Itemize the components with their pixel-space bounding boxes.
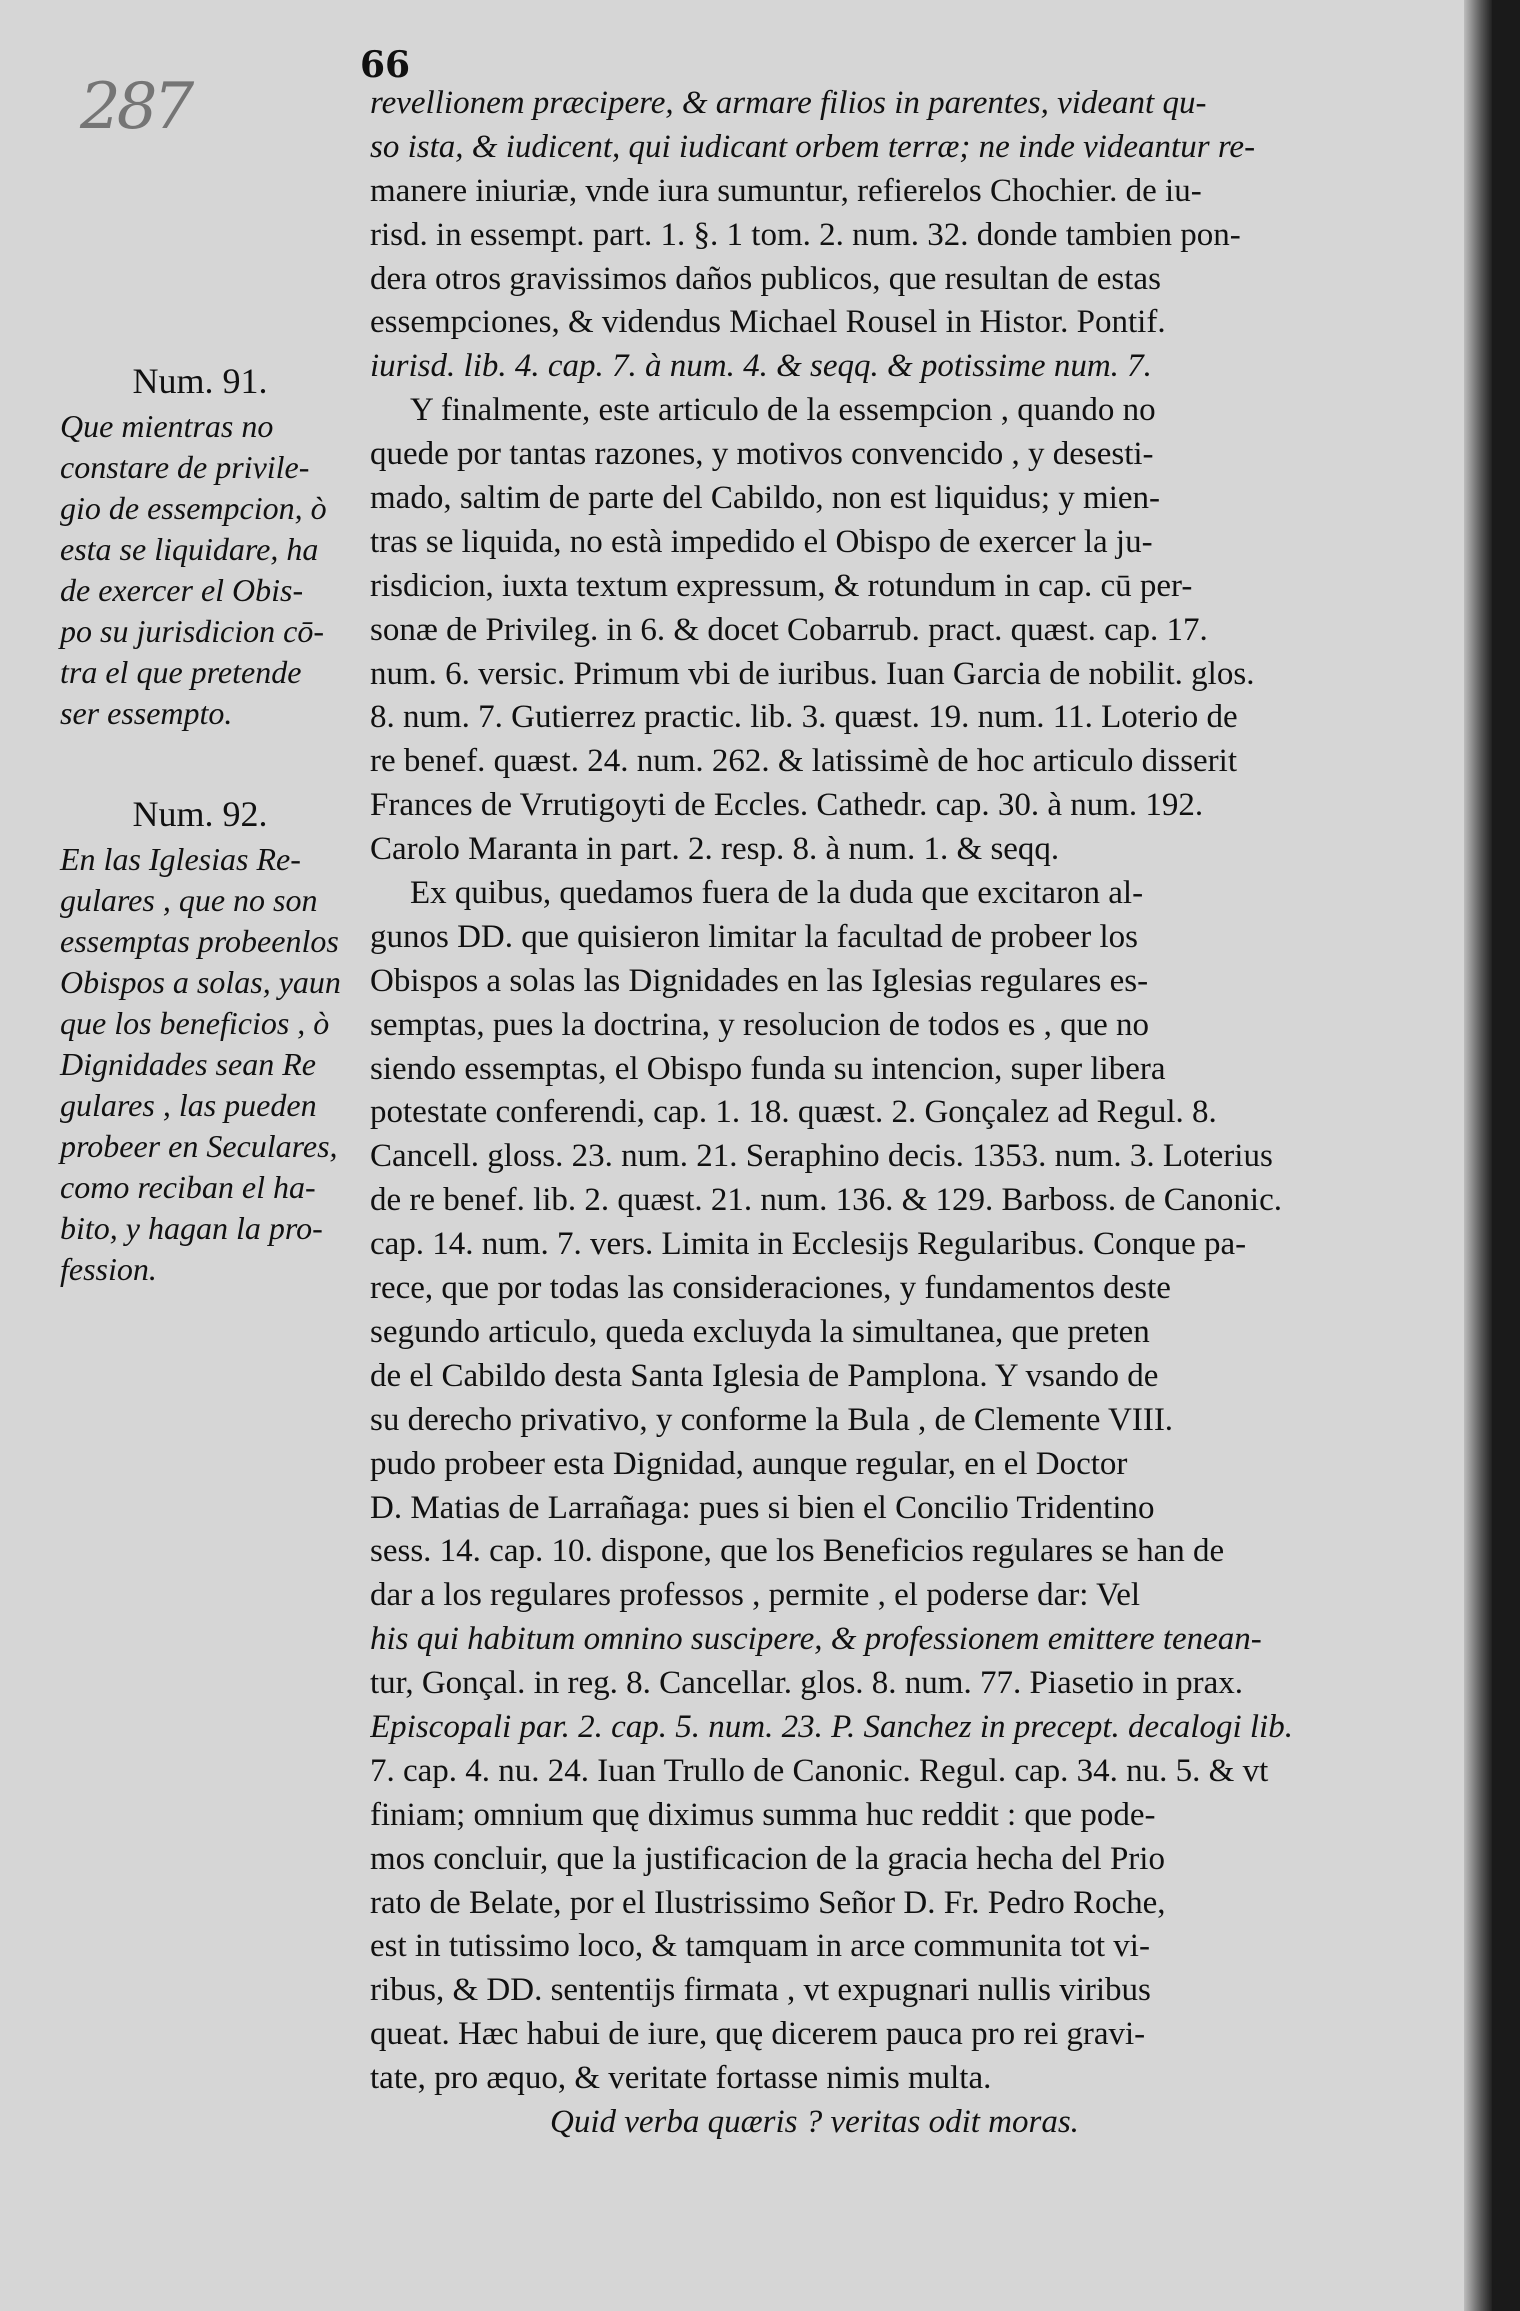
margin-note-line: constare de privile- xyxy=(60,449,310,485)
margin-note-line: gulares , las pueden xyxy=(60,1087,317,1123)
body-line: Carolo Maranta in part. 2. resp. 8. à num. 1. & seqq. xyxy=(370,831,1060,868)
body-line: mos concluir, que la justificacion de la gracia hecha del Prio xyxy=(370,1840,1165,1877)
body-line: revellionem præcipere, & armare filios in parentes, videant qu- xyxy=(370,85,1207,121)
margin-note-line: ser essempto. xyxy=(60,695,233,731)
margin-note-line: esta se liquidare, ha xyxy=(60,531,319,567)
body-line: sess. 14. cap. 10. dispone, que los Beneficios regulares se han de xyxy=(370,1533,1225,1570)
body-line: Frances de Vrrutigoyti de Eccles. Cathedr. cap. 30. à num. 192. xyxy=(370,787,1204,824)
margin-note-heading: Num. 92. xyxy=(132,794,268,834)
margin-note-line: que los beneficios , ò xyxy=(60,1005,330,1041)
body-line: dera otros gravissimos daños publicos, que resultan de estas xyxy=(370,260,1161,297)
body-line: tras se liquida, no està impedido el Obispo de exercer la ju- xyxy=(370,523,1153,560)
handwritten-folio-number: 287 xyxy=(80,70,191,144)
margin-note-line: bito, y hagan la pro- xyxy=(60,1210,323,1246)
body-line: num. 6. versic. Primum vbi de iuribus. Iuan Garcia de nobilit. glos. xyxy=(370,655,1255,692)
body-line: mado, saltim de parte del Cabildo, non est liquidus; y mien- xyxy=(370,480,1161,517)
body-line: pudo probeer esta Dignidad, aunque regular, en el Doctor xyxy=(370,1445,1128,1482)
body-line: semptas, pues la doctrina, y resolucion de todos es , que no xyxy=(370,1006,1149,1043)
margin-note-line: fession. xyxy=(60,1251,157,1287)
body-line: re benef. quæst. 24. num. 262. & latissimè de hoc articulo disserit xyxy=(370,743,1238,780)
margin-note-line: gio de essempcion, ò xyxy=(60,490,327,526)
body-line: tur, Gonçal. in reg. 8. Cancellar. glos. 8. num. 77. Piasetio in prax. xyxy=(370,1665,1244,1702)
body-line: potestate conferendi, cap. 1. 18. quæst. 2. Gonçalez ad Regul. 8. xyxy=(370,1094,1217,1131)
body-line: risdicion, iuxta textum expressum, & rotundum in cap. cū per- xyxy=(370,567,1193,604)
body-line: segundo articulo, queda excluyda la simultanea, que preten xyxy=(370,1313,1150,1350)
body-line: 8. num. 7. Gutierrez practic. lib. 3. quæst. 19. num. 11. Loterio de xyxy=(370,699,1238,736)
margin-note-line: tra el que pretende xyxy=(60,654,302,690)
body-text xyxy=(370,82,1300,2145)
page-number: 66 xyxy=(360,44,411,86)
body-line: queat. Hæc habui de iure, quę dicerem pauca pro rei gravi- xyxy=(370,2016,1146,2053)
body-line: sonæ de Privileg. in 6. & docet Cobarrub. pract. quæst. cap. 17. xyxy=(370,611,1208,648)
closing-motto: Quid verba quæris ? veritas odit moras. xyxy=(550,2103,1079,2140)
body-line: risd. in essempt. part. 1. §. 1 tom. 2. num. 32. donde tambien pon- xyxy=(370,216,1241,253)
margin-note-line: gulares , que no son xyxy=(60,882,318,918)
body-line: siendo essemptas, el Obispo funda su intencion, super libera xyxy=(370,1050,1166,1087)
margin-note-line: En las Iglesias Re- xyxy=(60,841,301,877)
margin-note-line: Dignidades sean Re xyxy=(60,1046,316,1082)
margin-note-heading: Num. 91. xyxy=(132,361,268,401)
body-line: tate, pro æquo, & veritate fortasse nimis multa. xyxy=(370,2060,992,2097)
body-line: est in tutissimo loco, & tamquam in arce communita tot vi- xyxy=(370,1928,1150,1965)
body-line: his qui habitum omnino suscipere, & professionem emittere tenean- xyxy=(370,1621,1262,1658)
margin-note-92 xyxy=(60,793,340,1290)
body-line: Episcopali par. 2. cap. 5. num. 23. P. Sanchez in precept. decalogi lib. xyxy=(370,1708,1293,1745)
body-line: su derecho privativo, y conforme la Bula , de Clemente VIII. xyxy=(370,1401,1174,1438)
body-line: cap. 14. num. 7. vers. Limita in Ecclesijs Regularibus. Conque pa- xyxy=(370,1226,1247,1263)
margin-note-line: probeer en Seculares, xyxy=(60,1128,338,1164)
margin-note-line: essemptas probeenlos xyxy=(60,923,339,959)
body-line: rato de Belate, por el Ilustrissimo Señor D. Fr. Pedro Roche, xyxy=(370,1884,1166,1921)
body-line: gunos DD. que quisieron limitar la facultad de probeer los xyxy=(370,918,1138,955)
body-line: quede por tantas razones, y motivos convencido , y desesti- xyxy=(370,436,1154,473)
margin-note-91 xyxy=(60,360,340,734)
body-line: de el Cabildo desta Santa Iglesia de Pamplona. Y vsando de xyxy=(370,1357,1159,1394)
body-line: dar a los regulares professos , permite , el poderse dar: Vel xyxy=(370,1577,1141,1614)
body-line: ribus, & DD. sententijs firmata , vt expugnari nullis viribus xyxy=(370,1972,1151,2009)
body-line: finiam; omnium quę diximus summa huc reddit : que pode- xyxy=(370,1796,1156,1833)
body-line: D. Matias de Larrañaga: pues si bien el Concilio Tridentino xyxy=(370,1489,1155,1526)
margin-note-line: de exercer el Obis- xyxy=(60,572,304,608)
body-line: 7. cap. 4. nu. 24. Iuan Trullo de Canonic. Regul. cap. 34. nu. 5. & vt xyxy=(370,1752,1269,1789)
margin-note-line: Que mientras no xyxy=(60,408,274,444)
margin-note-line: Obispos a solas, yaun xyxy=(60,964,341,1000)
body-line: manere iniuriæ, vnde iura sumuntur, refierelos Chochier. de iu- xyxy=(370,172,1202,209)
margin-note-line: como reciban el ha- xyxy=(60,1169,316,1205)
body-line: essempciones, & videndus Michael Rousel in Histor. Pontif. xyxy=(370,304,1166,341)
body-line: Ex quibus, quedamos fuera de la duda que excitaron al- xyxy=(410,875,1144,912)
page-edge-shadow xyxy=(1464,0,1492,2311)
body-line: de re benef. lib. 2. quæst. 21. num. 136. & 129. Barboss. de Canonic. xyxy=(370,1182,1282,1219)
body-line: so ista, & iudicent, qui iudicant orbem terræ; ne inde videantur re- xyxy=(370,128,1256,165)
body-line: Cancell. gloss. 23. num. 21. Seraphino decis. 1353. num. 3. Loterius xyxy=(370,1138,1273,1175)
body-line: rece, que por todas las consideraciones, y fundamentos deste xyxy=(370,1270,1171,1307)
body-line: Y finalmente, este articulo de la essempcion , quando no xyxy=(410,392,1156,429)
body-line: Obispos a solas las Dignidades en las Iglesias regulares es- xyxy=(370,962,1149,999)
body-line: iurisd. lib. 4. cap. 7. à num. 4. & seqq. & potissime num. 7. xyxy=(370,348,1152,385)
margin-note-line: po su jurisdicion cō- xyxy=(60,613,324,649)
